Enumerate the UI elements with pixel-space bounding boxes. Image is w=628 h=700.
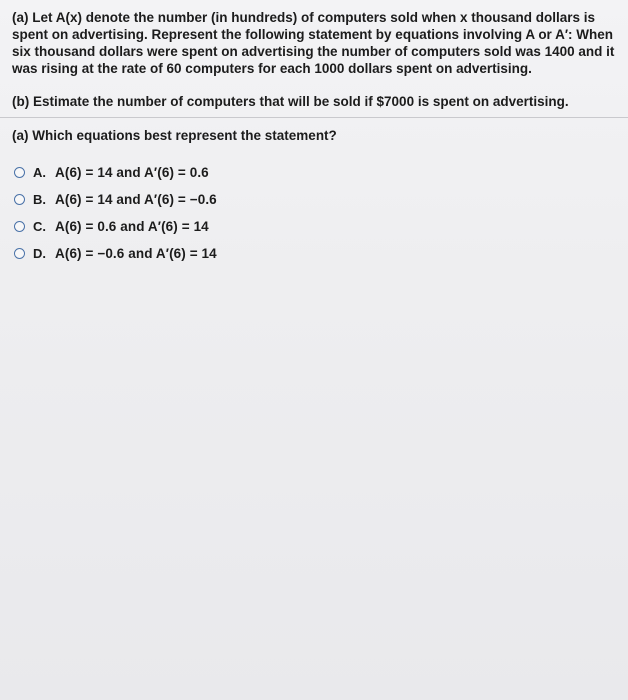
option-text: A(6) = 14 and A′(6) = −0.6 xyxy=(55,192,217,207)
option-d[interactable] xyxy=(14,240,217,267)
question-part-b-text: (b) Estimate the number of computers that will be sold if $7000 is spent on advertising. xyxy=(12,94,569,109)
option-text: A(6) = 0.6 and A′(6) = 14 xyxy=(55,219,209,234)
answer-options xyxy=(14,159,217,267)
option-b[interactable] xyxy=(14,186,217,213)
radio-button-icon[interactable] xyxy=(14,221,25,232)
option-a[interactable] xyxy=(14,159,217,186)
question-intro-text: (a) Let A(x) denote the number (in hundreds) of computers sold when x thousand dollars is spent on advertising. Represent the following statement by equations involving A or A′: When six thousand dollars were spent on advertising the number of computers sold was 1400 and it was rising at the rate of 60 computers for each 1000 dollars spent on advertising. xyxy=(12,10,615,76)
option-letter: D. xyxy=(33,246,46,261)
part-a-prompt: (a) Which equations best represent the statement? xyxy=(12,128,337,143)
option-letter: C. xyxy=(33,219,46,234)
option-letter: A. xyxy=(33,165,46,180)
radio-button-icon[interactable] xyxy=(14,248,25,259)
option-text: A(6) = −0.6 and A′(6) = 14 xyxy=(55,246,217,261)
option-letter: B. xyxy=(33,192,46,207)
option-c[interactable] xyxy=(14,213,217,240)
option-text: A(6) = 14 and A′(6) = 0.6 xyxy=(55,165,209,180)
radio-button-icon[interactable] xyxy=(14,194,25,205)
section-divider xyxy=(0,117,628,118)
radio-button-icon[interactable] xyxy=(14,167,25,178)
